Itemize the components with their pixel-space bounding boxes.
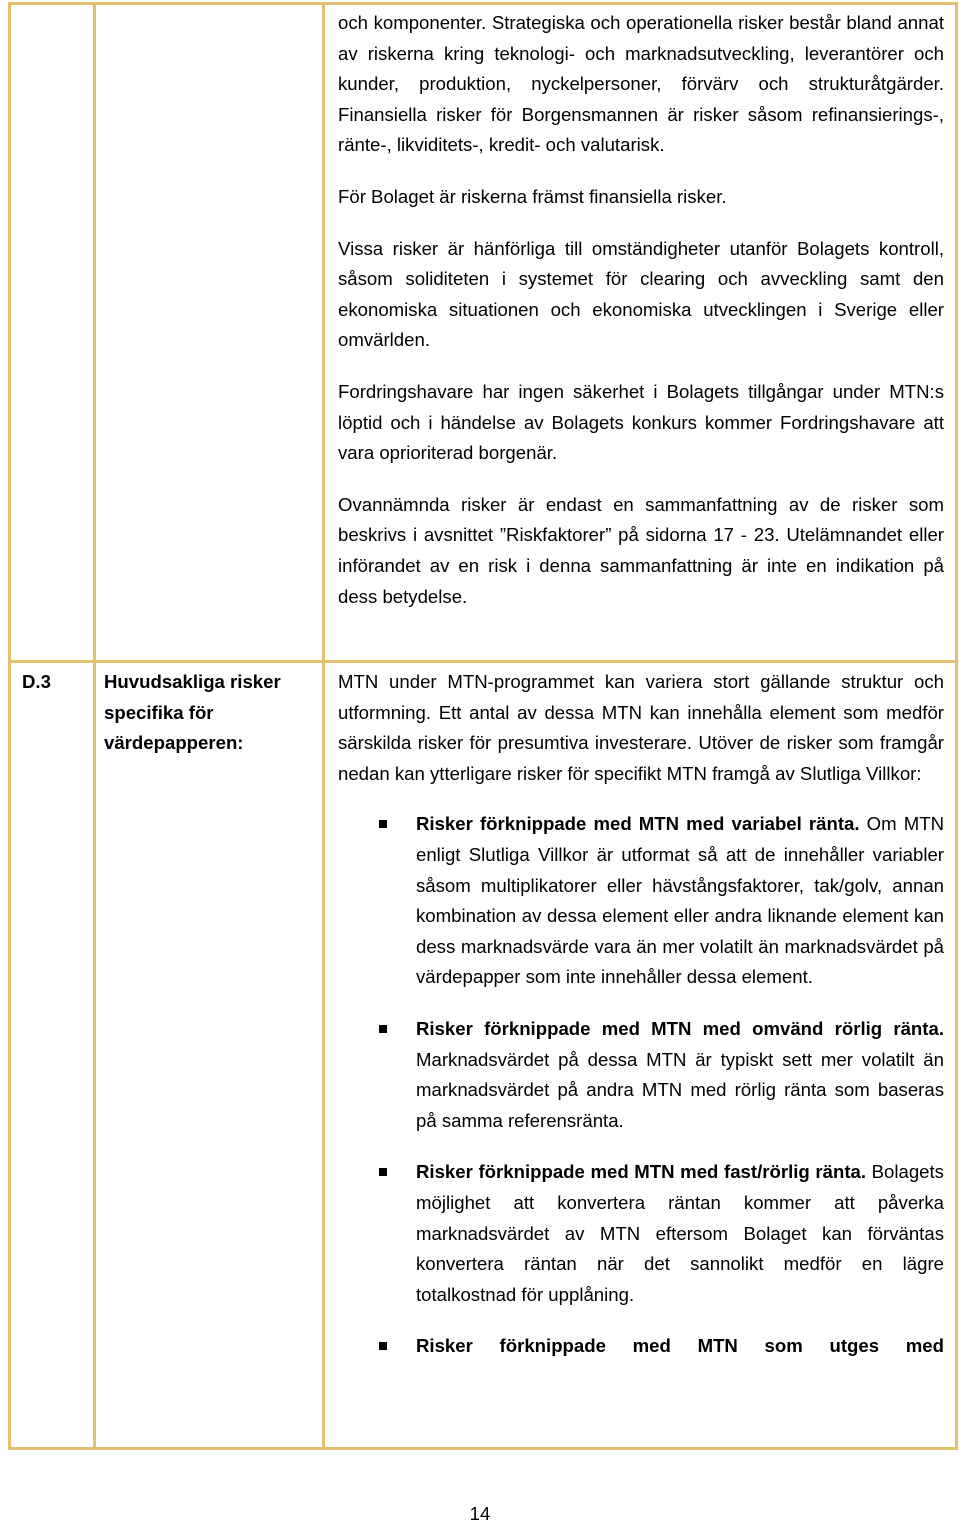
column-divider-1 [93,5,96,1447]
row-divider [11,660,955,663]
list-item [338,809,944,993]
paragraph: För Bolaget är riskerna främst finansiella risker. [338,185,727,207]
paragraph: och komponenter. Strategiska och operationella risker består bland annat av riskerna kring teknologi- och marknadsutveckling, leverantörer och kunder, produktion, nyckelpersoner, förvärv och strukturåtgärder. Finansiella risker för Borgensmannen är risker såsom refinansierings-, ränte-, likviditets-, kredit- och valutarisk. [338,12,944,156]
bullet-text: Om MTN enligt Slutliga Villkor är utformat så att de innehåller variabler såsom multiplikatorer eller hävstångsfaktorer, tak/golv, annan kombination av dessa element eller andra liknande element kan dess marknadsvärde vara än mer volatilt än marknadsvärdet på värdepapper som inte innehåller dessa element. [416,813,944,988]
bullet-title: Risker förknippade med MTN som utges med [416,1335,944,1357]
section-number: D.3 [22,671,51,692]
section-heading: Huvudsakliga risker specifika för värdepapperen: [104,671,281,754]
securities-risk-cell [338,667,944,1383]
bullet-title: Risker förknippade med MTN med variabel ränta. [416,813,860,835]
bullet-title: Risker förknippade med MTN med fast/rörlig ränta. [416,1161,867,1183]
bullet-text: Bolagets möjlighet att konvertera räntan kommer att påverka marknadsvärdet av MTN eftersom Bolaget kan förväntas konvertera räntan när det sannolikt medför en lägre totalkostnad för upplåning. [416,1161,944,1305]
paragraph: Vissa risker är hänförliga till omständigheter utanför Bolagets kontroll, såsom soliditeten i systemet för clearing och avveckling samt den ekonomiska situationen och ekonomiska utvecklingen i Sverige eller omvärlden. [338,237,944,351]
list-item [338,1157,944,1310]
risk-text-cell [338,8,944,612]
square-bullet-icon [379,1025,387,1033]
column-divider-2 [322,5,325,1447]
square-bullet-icon [379,1342,387,1350]
intro-paragraph: MTN under MTN-programmet kan variera stort gällande struktur och utformning. Ett antal av dessa MTN kan innehålla element som medför särskilda risker för presumtiva investerare. Utöver de risker som framgår nedan kan ytterligare risker för specifikt MTN framgå av Slutliga Villkor: [338,671,944,784]
risk-bullet-list [338,809,944,1362]
square-bullet-icon [379,1168,387,1176]
list-item [338,1014,944,1136]
page-number: 14 [469,1503,491,1524]
paragraph: Fordringshavare har ingen säkerhet i Bolagets tillgångar under MTN:s löptid och i händelse av Bolagets konkurs kommer Fordringshavare att vara oprioriterad borgenär. [338,380,944,464]
paragraph: Ovannämnda risker är endast en sammanfattning av de risker som beskrivs i avsnittet ”Riskfaktorer” på sidorna 17 - 23. Utelämnandet eller införandet av en risk i denna sammanfattning är inte en indikation på dess betydelse. [338,493,944,607]
bullet-title: Risker förknippade med MTN med omvänd rörlig ränta. [416,1017,944,1039]
bullet-text: Marknadsvärdet på dessa MTN är typiskt sett mer volatilt än marknadsvärdet på andra MTN med rörlig ränta som baseras på samma referensränta. [416,1048,944,1131]
square-bullet-icon [379,820,387,828]
list-item [338,1331,944,1362]
